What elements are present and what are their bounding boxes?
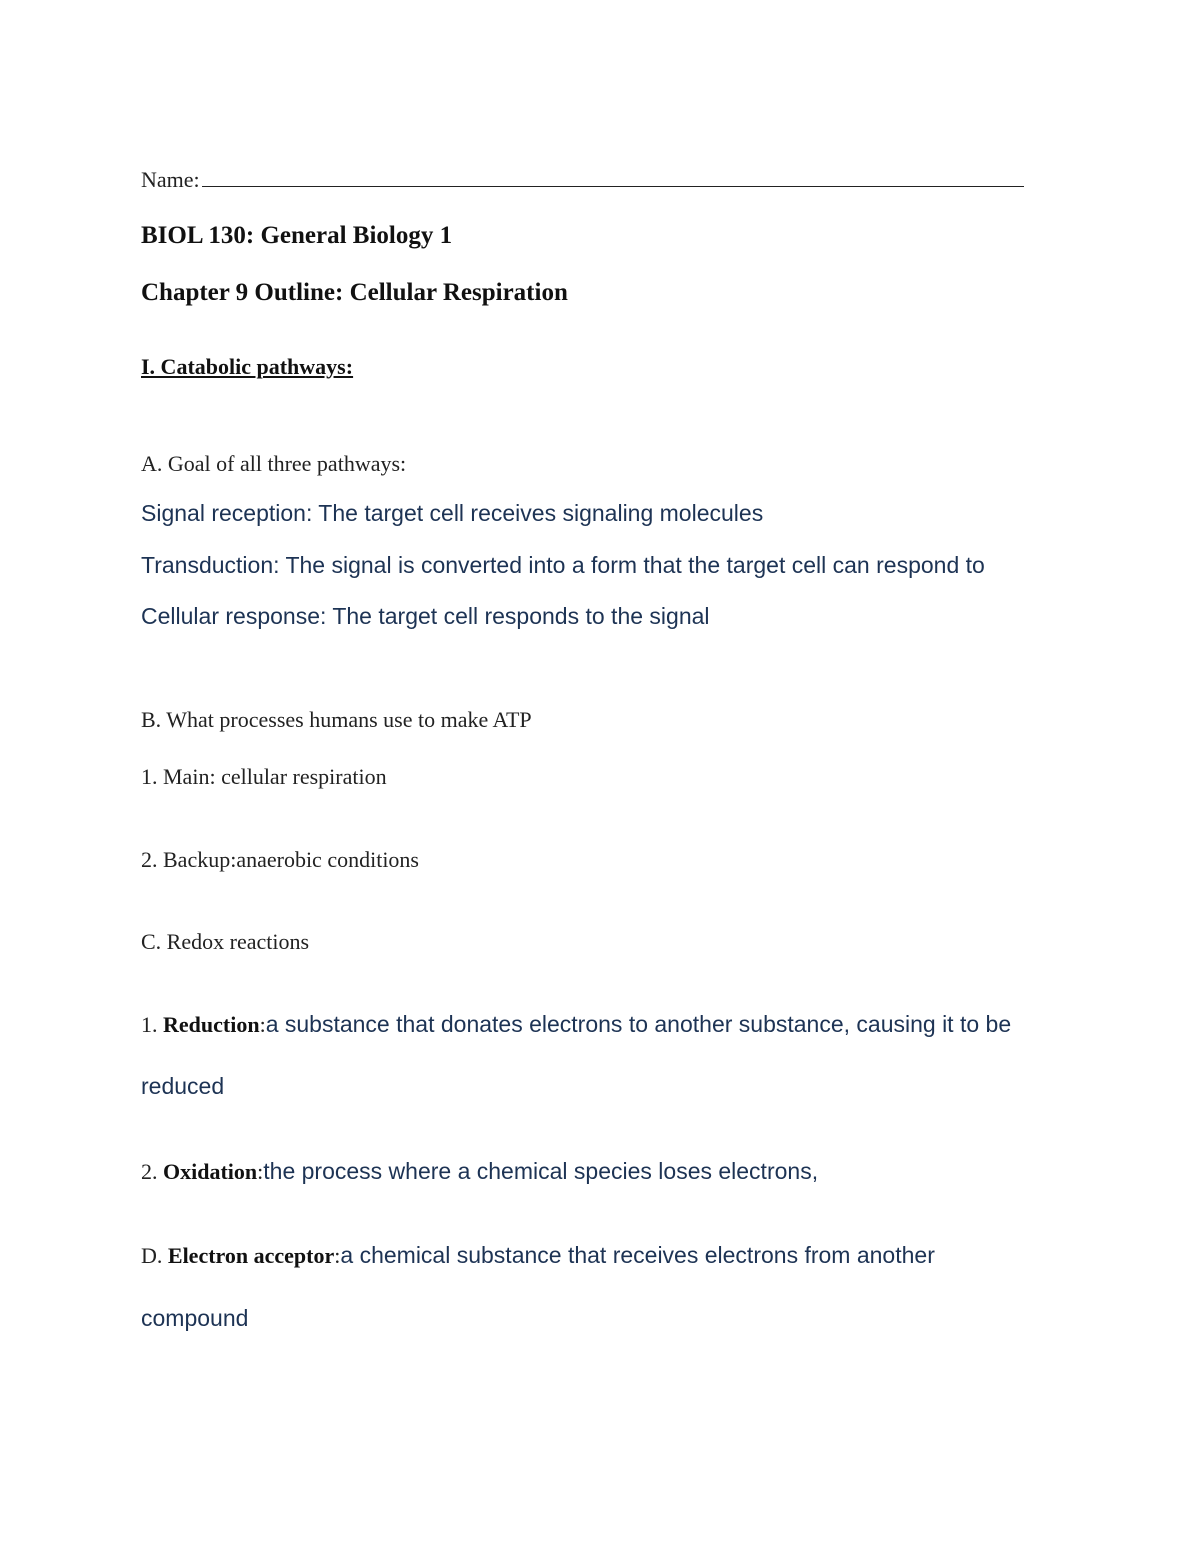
answer-signal-reception: Signal reception: The target cell receives signaling molecules (141, 500, 764, 526)
chapter-title: Chapter 9 Outline: Cellular Respiration (141, 279, 568, 306)
reduction-answer: a substance that donates electrons to another substance, causing it to be (265, 1011, 1012, 1037)
oxidation-sep: : (257, 1159, 264, 1184)
answer-cellular-response: Cellular response: The target cell responds to the signal (141, 603, 710, 629)
part-c-item-1 (141, 1011, 1011, 1038)
section-heading: I. Catabolic pathways: (141, 354, 354, 379)
name-blank-line[interactable] (202, 166, 1024, 187)
course-title: BIOL 130: General Biology 1 (141, 222, 453, 249)
part-d (141, 1242, 935, 1269)
part-b-prompt: B. What processes humans use to make ATP (141, 707, 532, 732)
acceptor-answer: a chemical substance that receives electrons from another (340, 1242, 935, 1268)
item-2-answer: anaerobic conditions (236, 847, 419, 872)
name-field (141, 166, 1024, 193)
part-c-prompt: C. Redox reactions (141, 929, 310, 954)
acceptor-sep: : (334, 1243, 341, 1268)
reduction-term: Reduction (163, 1012, 260, 1037)
acceptor-answer-cont: compound (141, 1305, 249, 1331)
part-b-item-1 (141, 764, 387, 790)
oxidation-answer: the process where a chemical species loses electrons, (263, 1158, 819, 1184)
name-label: Name: (141, 167, 200, 192)
part-b-item-2 (141, 847, 419, 873)
item-1-answer: cellular respiration (215, 764, 387, 789)
oxidation-term: Oxidation (163, 1159, 258, 1184)
item-1-prefix: 1. Main: (141, 764, 216, 789)
reduction-number: 1. (141, 1012, 163, 1037)
acceptor-term: Electron acceptor (167, 1243, 335, 1268)
item-2-prefix: 2. Backup: (141, 847, 237, 872)
acceptor-number: D. (141, 1243, 168, 1268)
answer-transduction: Transduction: The signal is converted into a form that the target cell can respond to (141, 552, 985, 578)
reduction-sep: : (259, 1012, 266, 1037)
oxidation-number: 2. (141, 1159, 163, 1184)
part-a-prompt: A. Goal of all three pathways: (141, 451, 407, 476)
reduction-answer-cont: reduced (141, 1073, 225, 1099)
part-c-item-2 (141, 1158, 818, 1185)
